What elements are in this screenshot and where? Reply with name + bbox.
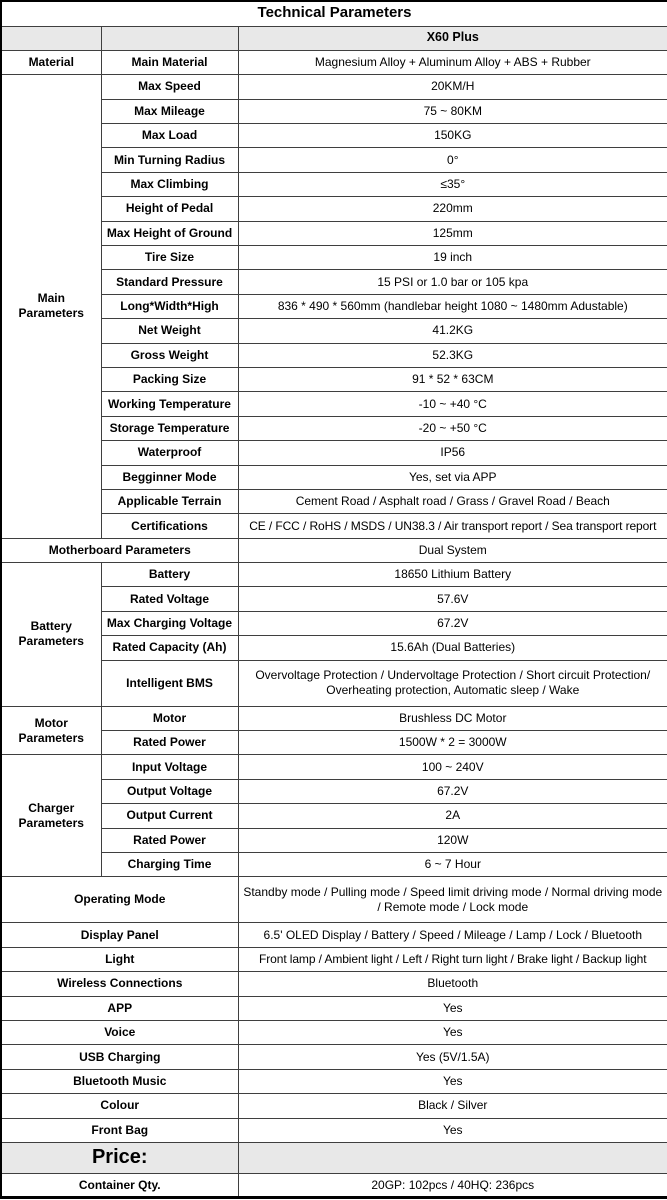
group-label-charger-parameters: Charger Parameters	[1, 755, 101, 877]
spec-row-voice	[1, 1020, 667, 1044]
param-label-container-qty: Container Qty.	[1, 1173, 238, 1197]
param-value-applicable-terrain: Cement Road / Asphalt road / Grass / Gravel Road / Beach	[238, 489, 667, 513]
page-title: Technical Parameters	[1, 1, 667, 26]
spec-row-front-bag	[1, 1118, 667, 1142]
param-value-input-voltage: 100 ~ 240V	[238, 755, 667, 779]
param-label-max-load: Max Load	[101, 124, 238, 148]
spec-row-rated-power	[1, 828, 667, 852]
spec-row-output-current	[1, 804, 667, 828]
spec-row-wireless-connections	[1, 972, 667, 996]
param-value-motherboard-parameters: Dual System	[238, 538, 667, 562]
param-value-intelligent-bms: Overvoltage Protection / Undervoltage Protection / Short circuit Protection/ Overheating protection, Automatic sleep / Wake	[238, 660, 667, 706]
spec-row-input-voltage	[1, 755, 667, 779]
param-label-price: Price:	[1, 1142, 238, 1173]
param-label-rated-power: Rated Power	[101, 828, 238, 852]
param-value-voice: Yes	[238, 1020, 667, 1044]
param-label-wireless-connections: Wireless Connections	[1, 972, 238, 996]
param-label-app: APP	[1, 996, 238, 1020]
header-empty-cell-1	[1, 26, 101, 50]
param-value-begginner-mode: Yes, set via APP	[238, 465, 667, 489]
spec-row-rated-power	[1, 731, 667, 755]
spec-row-max-charging-voltage	[1, 611, 667, 635]
spec-row-certifications	[1, 514, 667, 538]
spec-row-max-height-of-ground	[1, 221, 667, 245]
param-label-rated-capacity-ah: Rated Capacity (Ah)	[101, 636, 238, 660]
spec-row-app	[1, 996, 667, 1020]
param-label-min-turning-radius: Min Turning Radius	[101, 148, 238, 172]
spec-row-motor	[1, 706, 667, 730]
param-value-rated-power: 120W	[238, 828, 667, 852]
param-value-waterproof: IP56	[238, 441, 667, 465]
spec-row-long-width-high	[1, 294, 667, 318]
param-label-output-voltage: Output Voltage	[101, 779, 238, 803]
spec-row-max-speed	[1, 75, 667, 99]
param-value-max-mileage: 75 ~ 80KM	[238, 99, 667, 123]
param-label-net-weight: Net Weight	[101, 319, 238, 343]
spec-row-height-of-pedal	[1, 197, 667, 221]
spec-row-container-qty	[1, 1173, 667, 1197]
param-label-storage-temperature: Storage Temperature	[101, 416, 238, 440]
param-value-price	[238, 1142, 667, 1173]
param-label-motor: Motor	[101, 706, 238, 730]
param-value-max-height-of-ground: 125mm	[238, 221, 667, 245]
param-label-rated-power: Rated Power	[101, 731, 238, 755]
param-value-packing-size: 91 * 52 * 63CM	[238, 367, 667, 391]
param-label-charging-time: Charging Time	[101, 853, 238, 877]
param-label-tire-size: Tire Size	[101, 246, 238, 270]
param-label-colour: Colour	[1, 1094, 238, 1118]
param-value-main-material: Magnesium Alloy + Aluminum Alloy + ABS + Rubber	[238, 50, 667, 74]
spec-row-rated-voltage	[1, 587, 667, 611]
param-value-app: Yes	[238, 996, 667, 1020]
param-label-voice: Voice	[1, 1020, 238, 1044]
spec-row-min-turning-radius	[1, 148, 667, 172]
param-label-front-bag: Front Bag	[1, 1118, 238, 1142]
param-label-certifications: Certifications	[101, 514, 238, 538]
param-label-max-charging-voltage: Max Charging Voltage	[101, 611, 238, 635]
spec-row-light	[1, 947, 667, 971]
param-value-height-of-pedal: 220mm	[238, 197, 667, 221]
spec-row-max-load	[1, 124, 667, 148]
param-value-storage-temperature: -20 ~ +50 °C	[238, 416, 667, 440]
spec-row-packing-size	[1, 367, 667, 391]
param-value-bluetooth-music: Yes	[238, 1069, 667, 1093]
param-value-display-panel: 6.5' OLED Display / Battery / Speed / Mileage / Lamp / Lock / Bluetooth	[238, 923, 667, 947]
param-value-gross-weight: 52.3KG	[238, 343, 667, 367]
spec-row-net-weight	[1, 319, 667, 343]
param-value-light: Front lamp / Ambient light / Left / Right turn light / Brake light / Backup light	[238, 947, 667, 971]
param-value-net-weight: 41.2KG	[238, 319, 667, 343]
param-value-usb-charging: Yes (5V/1.5A)	[238, 1045, 667, 1069]
param-label-motherboard-parameters: Motherboard Parameters	[1, 538, 238, 562]
param-label-display-panel: Display Panel	[1, 923, 238, 947]
param-label-output-current: Output Current	[101, 804, 238, 828]
param-value-max-load: 150KG	[238, 124, 667, 148]
param-value-output-current: 2A	[238, 804, 667, 828]
spec-row-max-mileage	[1, 99, 667, 123]
param-label-standard-pressure: Standard Pressure	[101, 270, 238, 294]
spec-row-output-voltage	[1, 779, 667, 803]
spec-row-max-climbing	[1, 172, 667, 196]
param-label-max-height-of-ground: Max Height of Ground	[101, 221, 238, 245]
param-value-motor: Brushless DC Motor	[238, 706, 667, 730]
param-label-gross-weight: Gross Weight	[101, 343, 238, 367]
group-label-material: Material	[1, 50, 101, 74]
spec-row-rated-capacity-ah	[1, 636, 667, 660]
spec-row-storage-temperature	[1, 416, 667, 440]
param-value-max-speed: 20KM/H	[238, 75, 667, 99]
param-label-bluetooth-music: Bluetooth Music	[1, 1069, 238, 1093]
param-label-waterproof: Waterproof	[101, 441, 238, 465]
param-label-light: Light	[1, 947, 238, 971]
param-value-min-turning-radius: 0°	[238, 148, 667, 172]
param-value-battery: 18650 Lithium Battery	[238, 563, 667, 587]
param-value-max-charging-voltage: 67.2V	[238, 611, 667, 635]
param-label-intelligent-bms: Intelligent BMS	[101, 660, 238, 706]
spec-row-battery	[1, 563, 667, 587]
param-value-front-bag: Yes	[238, 1118, 667, 1142]
param-label-rated-voltage: Rated Voltage	[101, 587, 238, 611]
spec-row-motherboard-parameters	[1, 538, 667, 562]
spec-row-tire-size	[1, 246, 667, 270]
param-value-output-voltage: 67.2V	[238, 779, 667, 803]
param-value-rated-voltage: 57.6V	[238, 587, 667, 611]
title-row	[1, 1, 667, 26]
param-value-tire-size: 19 inch	[238, 246, 667, 270]
param-label-max-mileage: Max Mileage	[101, 99, 238, 123]
spec-row-charging-time	[1, 853, 667, 877]
param-label-battery: Battery	[101, 563, 238, 587]
group-label-main-parameters: Main Parameters	[1, 75, 101, 538]
param-value-standard-pressure: 15 PSI or 1.0 bar or 105 kpa	[238, 270, 667, 294]
param-label-working-temperature: Working Temperature	[101, 392, 238, 416]
spec-row-begginner-mode	[1, 465, 667, 489]
param-value-rated-power: 1500W * 2 = 3000W	[238, 731, 667, 755]
param-value-charging-time: 6 ~ 7 Hour	[238, 853, 667, 877]
param-label-height-of-pedal: Height of Pedal	[101, 197, 238, 221]
param-value-colour: Black / Silver	[238, 1094, 667, 1118]
param-value-max-climbing: ≤35°	[238, 172, 667, 196]
spec-row-gross-weight	[1, 343, 667, 367]
spec-row-main-material	[1, 50, 667, 74]
param-label-main-material: Main Material	[101, 50, 238, 74]
param-label-usb-charging: USB Charging	[1, 1045, 238, 1069]
spec-row-intelligent-bms	[1, 660, 667, 706]
param-value-working-temperature: -10 ~ +40 °C	[238, 392, 667, 416]
spec-row-colour	[1, 1094, 667, 1118]
param-value-wireless-connections: Bluetooth	[238, 972, 667, 996]
spec-row-bluetooth-music	[1, 1069, 667, 1093]
spec-row-waterproof	[1, 441, 667, 465]
param-label-max-speed: Max Speed	[101, 75, 238, 99]
param-label-input-voltage: Input Voltage	[101, 755, 238, 779]
spec-row-display-panel	[1, 923, 667, 947]
param-value-long-width-high: 836 * 490 * 560mm (handlebar height 1080 ~ 1480mm Adustable)	[238, 294, 667, 318]
spec-row-usb-charging	[1, 1045, 667, 1069]
group-label-battery-parameters: Battery Parameters	[1, 563, 101, 707]
param-value-rated-capacity-ah: 15.6Ah (Dual Batteries)	[238, 636, 667, 660]
spec-row-operating-mode	[1, 877, 667, 923]
spec-row-applicable-terrain	[1, 489, 667, 513]
param-label-long-width-high: Long*Width*High	[101, 294, 238, 318]
param-label-packing-size: Packing Size	[101, 367, 238, 391]
param-label-max-climbing: Max Climbing	[101, 172, 238, 196]
param-label-begginner-mode: Begginner Mode	[101, 465, 238, 489]
column-header-row	[1, 26, 667, 50]
param-label-operating-mode: Operating Mode	[1, 877, 238, 923]
spec-row-price	[1, 1142, 667, 1173]
param-value-container-qty: 20GP: 102pcs / 40HQ: 236pcs	[238, 1173, 667, 1197]
header-empty-cell-2	[101, 26, 238, 50]
param-value-operating-mode: Standby mode / Pulling mode / Speed limit driving mode / Normal driving mode / Remote mode / Lock mode	[238, 877, 667, 923]
param-label-applicable-terrain: Applicable Terrain	[101, 489, 238, 513]
spec-row-standard-pressure	[1, 270, 667, 294]
product-name: X60 Plus	[238, 26, 667, 50]
param-value-certifications: CE / FCC / RoHS / MSDS / UN38.3 / Air transport report / Sea transport report	[238, 514, 667, 538]
spec-row-working-temperature	[1, 392, 667, 416]
group-label-motor-parameters: Motor Parameters	[1, 706, 101, 755]
